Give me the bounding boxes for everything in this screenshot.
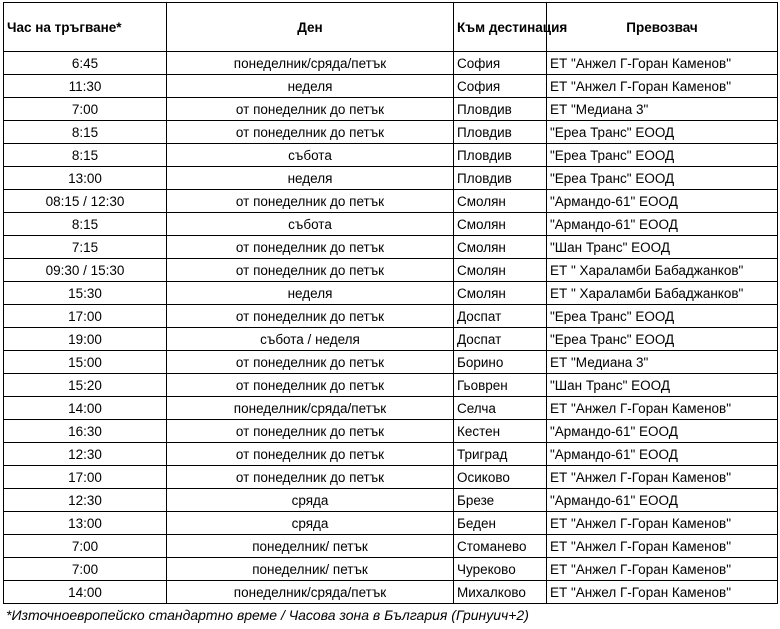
table-row [4,466,778,489]
departure-time-cell: 14:00 [4,581,167,604]
destination-cell: Михалково [454,581,547,604]
day-cell: сряда [167,489,454,512]
table-row [4,167,778,190]
day-cell: събота [167,213,454,236]
destination-cell: Доспат [454,328,547,351]
day-cell: неделя [167,75,454,98]
destination-cell: Пловдив [454,167,547,190]
day-cell: неделя [167,167,454,190]
destination-cell: Пловдив [454,121,547,144]
header-destination: Към дестинация [454,3,547,52]
carrier-cell: ЕТ "Анжел Г-Горан Каменов" [547,52,778,75]
departure-time-cell: 8:15 [4,144,167,167]
day-cell: от понеделник до петък [167,443,454,466]
table-row [4,397,778,420]
table-row [4,558,778,581]
departure-time-cell: 8:15 [4,213,167,236]
destination-cell: Брезе [454,489,547,512]
table-row [4,121,778,144]
destination-cell: Борино [454,351,547,374]
carrier-cell: ЕТ "Анжел Г-Горан Каменов" [547,466,778,489]
departure-time-cell: 12:30 [4,489,167,512]
header-departure-time: Час на тръгване* [4,3,167,52]
header-carrier: Превозвач [547,3,778,52]
carrier-cell: "Ереа Транс" ЕООД [547,121,778,144]
day-cell: от понеделник до петък [167,121,454,144]
table-row [4,581,778,604]
table-row [4,259,778,282]
departure-time-cell: 13:00 [4,512,167,535]
day-cell: от понеделник до петък [167,190,454,213]
table-row [4,374,778,397]
day-cell: от понеделник до петък [167,420,454,443]
table-row [4,420,778,443]
departure-time-cell: 6:45 [4,52,167,75]
carrier-cell: ЕТ " Хараламби Бабаджанков" [547,259,778,282]
destination-cell: Смолян [454,282,547,305]
schedule-body [4,52,778,604]
destination-cell: Смолян [454,190,547,213]
departure-time-cell: 19:00 [4,328,167,351]
carrier-cell: "Шан Транс" ЕООД [547,236,778,259]
destination-cell: Кестен [454,420,547,443]
destination-cell: Стоманево [454,535,547,558]
destination-cell: София [454,75,547,98]
departure-time-cell: 16:30 [4,420,167,443]
carrier-cell: ЕТ "Анжел Г-Горан Каменов" [547,581,778,604]
destination-cell: Гьоврен [454,374,547,397]
destination-cell: Смолян [454,236,547,259]
carrier-cell: "Ереа Транс" ЕООД [547,305,778,328]
destination-cell: Чуреково [454,558,547,581]
table-row [4,52,778,75]
timezone-footnote: *Източноевропейско стандартно време / Часова зона в България (Гринуич+2) [6,607,529,623]
table-row [4,75,778,98]
departure-time-cell: 09:30 / 15:30 [4,259,167,282]
carrier-cell: ЕТ "Анжел Г-Горан Каменов" [547,75,778,98]
destination-cell: Осиково [454,466,547,489]
departure-time-cell: 17:00 [4,466,167,489]
table-row [4,489,778,512]
carrier-cell: ЕТ "Анжел Г-Горан Каменов" [547,397,778,420]
departure-time-cell: 15:30 [4,282,167,305]
day-cell: от понеделник до петък [167,236,454,259]
carrier-cell: ЕТ "Медиана 3" [547,351,778,374]
carrier-cell: ЕТ "Анжел Г-Горан Каменов" [547,512,778,535]
table-row [4,328,778,351]
destination-cell: Доспат [454,305,547,328]
day-cell: понеделник/ петък [167,535,454,558]
table-row [4,98,778,121]
day-cell: събота / неделя [167,328,454,351]
departure-time-cell: 13:00 [4,167,167,190]
table-row [4,190,778,213]
day-cell: от понеделник до петък [167,305,454,328]
day-cell: от понеделник до петък [167,351,454,374]
table-row [4,351,778,374]
table-row [4,282,778,305]
departure-time-cell: 7:00 [4,535,167,558]
day-cell: сряда [167,512,454,535]
destination-cell: Беден [454,512,547,535]
carrier-cell: "Ереа Транс" ЕООД [547,144,778,167]
departure-time-cell: 14:00 [4,397,167,420]
table-row [4,305,778,328]
destination-cell: Смолян [454,213,547,236]
destination-cell: Селча [454,397,547,420]
departure-time-cell: 08:15 / 12:30 [4,190,167,213]
carrier-cell: "Армандо-61" ЕООД [547,443,778,466]
destination-cell: София [454,52,547,75]
table-row [4,535,778,558]
departure-time-cell: 11:30 [4,75,167,98]
carrier-cell: ЕТ "Анжел Г-Горан Каменов" [547,535,778,558]
departure-time-cell: 15:20 [4,374,167,397]
table-row [4,144,778,167]
carrier-cell: "Шан Транс" ЕООД [547,374,778,397]
table-header-row [4,3,778,52]
departure-time-cell: 15:00 [4,351,167,374]
carrier-cell: "Ереа Транс" ЕООД [547,167,778,190]
table-row [4,512,778,535]
day-cell: от понеделник до петък [167,466,454,489]
departure-time-cell: 7:00 [4,98,167,121]
header-day: Ден [167,3,454,52]
table-row [4,443,778,466]
day-cell: понеделник/сряда/петък [167,52,454,75]
departure-time-cell: 12:30 [4,443,167,466]
carrier-cell: "Армандо-61" ЕООД [547,190,778,213]
table-row [4,213,778,236]
destination-cell: Пловдив [454,98,547,121]
carrier-cell: "Ереа Транс" ЕООД [547,328,778,351]
carrier-cell: ЕТ "Медиана 3" [547,98,778,121]
carrier-cell: ЕТ "Анжел Г-Горан Каменов" [547,558,778,581]
departure-time-cell: 7:00 [4,558,167,581]
departure-time-cell: 17:00 [4,305,167,328]
carrier-cell: "Армандо-61" ЕООД [547,489,778,512]
day-cell: от понеделник до петък [167,259,454,282]
destination-cell: Триград [454,443,547,466]
destination-cell: Пловдив [454,144,547,167]
destination-cell: Смолян [454,259,547,282]
departure-time-cell: 8:15 [4,121,167,144]
day-cell: събота [167,144,454,167]
table-row [4,236,778,259]
day-cell: понеделник/сряда/петък [167,581,454,604]
day-cell: неделя [167,282,454,305]
carrier-cell: "Армандо-61" ЕООД [547,420,778,443]
day-cell: понеделник/ петък [167,558,454,581]
carrier-cell: "Армандо-61" ЕООД [547,213,778,236]
bus-schedule-table [3,2,778,604]
day-cell: понеделник/сряда/петък [167,397,454,420]
departure-time-cell: 7:15 [4,236,167,259]
day-cell: от понеделник до петък [167,374,454,397]
carrier-cell: ЕТ " Хараламби Бабаджанков" [547,282,778,305]
day-cell: от понеделник до петък [167,98,454,121]
